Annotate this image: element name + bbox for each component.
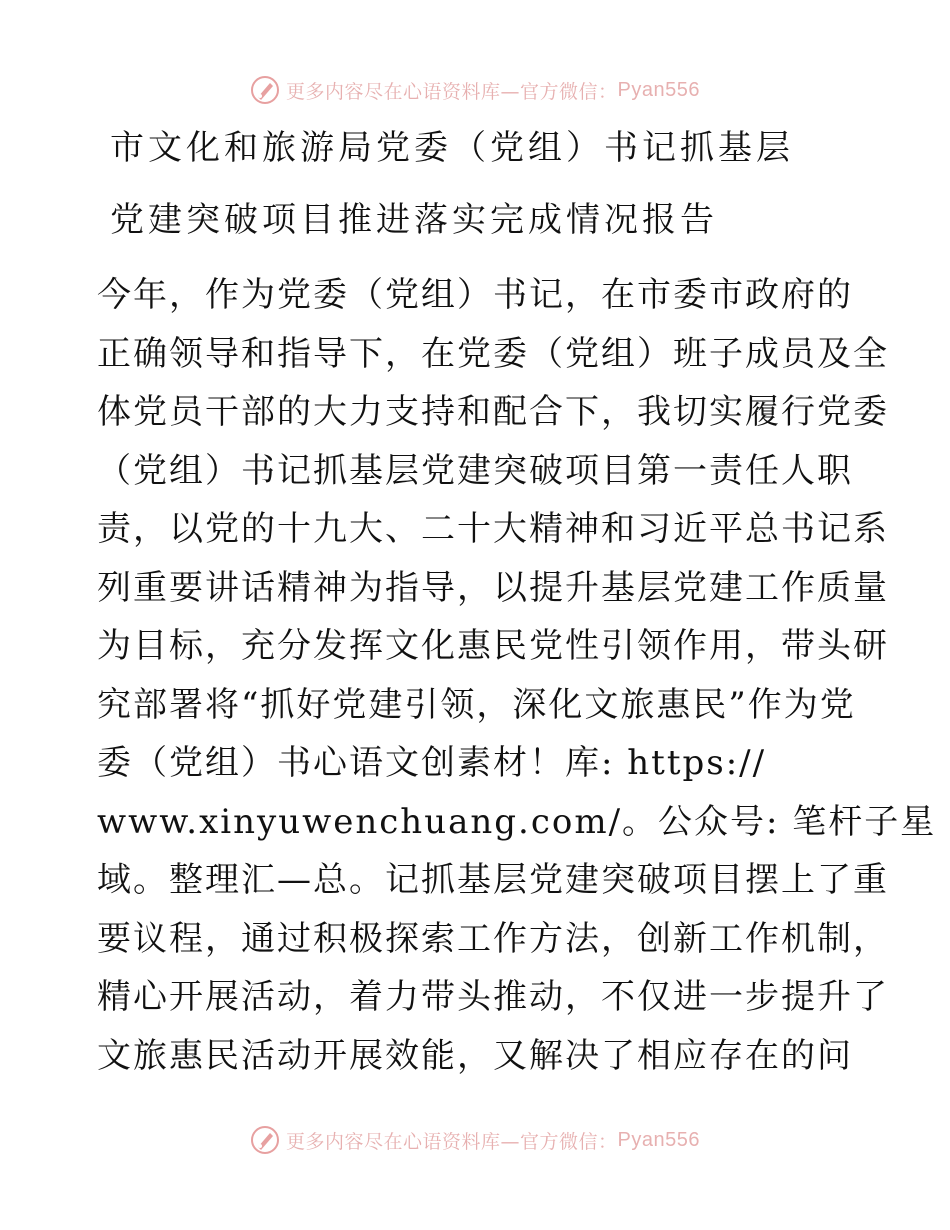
body-line: 要议程，通过积极探索工作方法，创新工作机制， [97,918,889,959]
body-line: www.xinyuwenchuang.com/。公众号: 笔杆子星 [97,801,937,842]
body-line: 委（党组）书心语文创素材！库: https:// [97,743,767,783]
body-line: 为目标，充分发挥文化惠民党性引领作用，带头研 [97,626,889,666]
pen-logo-icon [250,1125,280,1155]
document-title-line-1: 市文化和旅游局党委（党组）书记抓基层 [110,128,794,168]
body-line: 体党员干部的大力支持和配合下，我切实履行党委 [97,392,889,432]
body-line: 正确领导和指导下，在党委（党组）班子成员及全 [97,333,889,374]
body-line: 今年，作为党委（党组）书记，在市委市政府的 [97,275,853,315]
body-line: 列重要讲话精神为指导，以提升基层党建工作质量 [97,567,889,608]
pen-logo-icon [250,75,280,105]
body-line: 域。整理汇—总。记抓基层党建突破项目摆上了重 [97,860,889,900]
body-line: 责，以党的十九大、二十大精神和习近平总书记系 [97,509,889,549]
watermark-wechat-id: Pyan556 [617,78,700,101]
watermark-header [0,70,950,110]
watermark-wechat-id: Pyan556 [617,1128,700,1151]
watermark-text: 更多内容尽在心语资料库—官方微信： [286,1130,618,1153]
watermark-footer [0,1120,950,1160]
body-line: 究部署将“抓好党建引领，深化文旅惠民”作为党 [97,684,856,725]
body-line: 文旅惠民活动开展效能，又解决了相应存在的问 [97,1035,853,1076]
watermark-text: 更多内容尽在心语资料库—官方微信： [286,80,618,103]
body-line: （党组）书记抓基层党建突破项目第一责任人职 [97,450,853,491]
document-title-line-2: 党建突破项目推进落实完成情况报告 [110,200,718,240]
body-line: 精心开展活动，着力带头推动，不仅进一步提升了 [97,977,889,1017]
